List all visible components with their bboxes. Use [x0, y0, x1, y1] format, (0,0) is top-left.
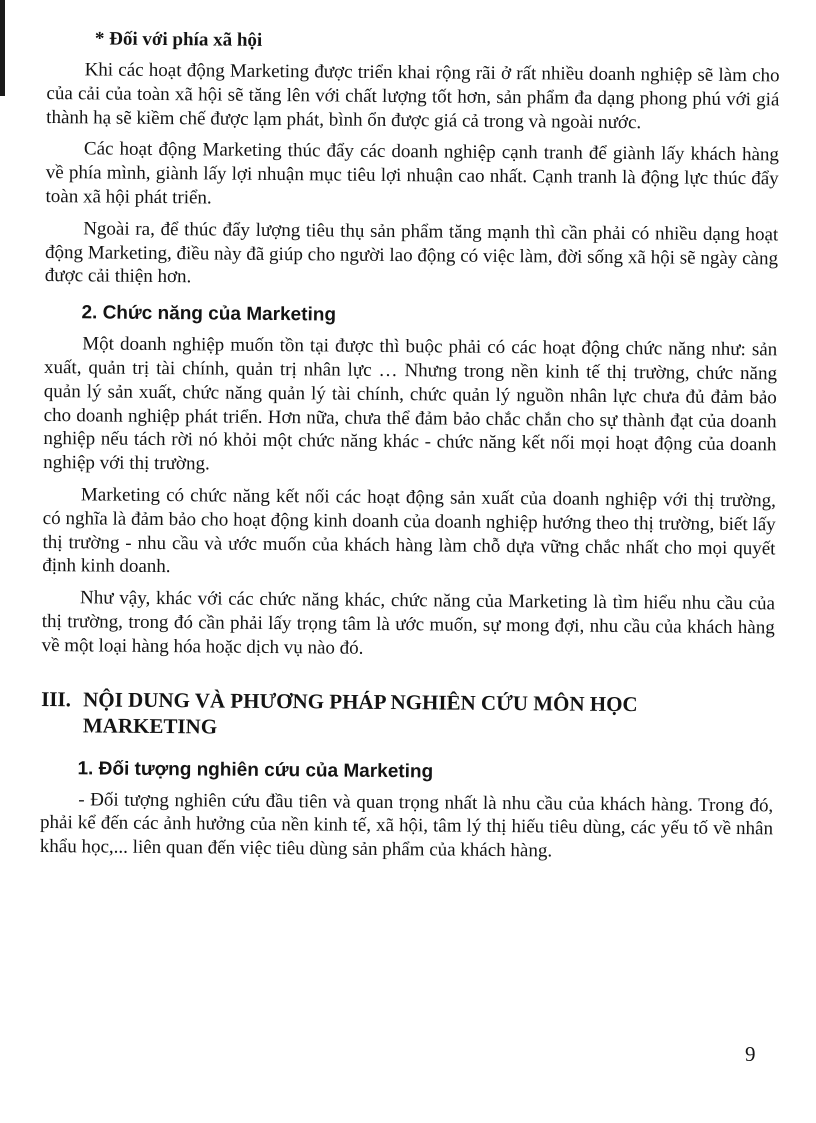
paragraph: Ngoài ra, để thúc đẩy lượng tiêu thụ sản phẩm tăng mạnh thì cần phải có nhiều dạng hoạt động Marketing, điều này đã giúp cho người lao động có việc làm, đời sống xã hội sẽ ngày càng được cải thiện hơn.	[44, 218, 779, 288]
paragraph: Một doanh nghiệp muốn tồn tại được thì buộc phải có các hoạt động chức năng như: sản xuất, quản trị tài chính, quản trị nhân lực … Nhưng trong nền kinh tế thị trường, chức năng quản lý sản xuất, chức năng quản lý tài chính, chức quản lý nguồn nhân lực chưa đủ đảm bảo cho doanh nghiệp phát triển. Hơn nữa, chưa thể đảm bảo chắc chắn cho sự thành đạt của doanh nghiệp nếu tách rời nó khỏi một chức năng khác - chức năng kết nối mọi hoạt động của doanh nghiệp với thị trường.	[43, 333, 778, 475]
chapter-section-heading	[41, 686, 774, 744]
scan-edge-mark	[0, 0, 5, 96]
section-title: NỘI DUNG VÀ PHƯƠNG PHÁP NGHIÊN CỨU MÔN HỌC MARKETING	[82, 686, 638, 739]
paragraph: Như vậy, khác với các chức năng khác, chức năng của Marketing là tìm hiểu nhu cầu của thị trường, trong đó cần phải lấy trọng tâm là ước muốn, sự mong đợi, nhu cầu của khách hàng về một loại hàng hóa hoặc dịch vụ nào đó.	[41, 587, 776, 659]
page-number: 9	[745, 1042, 756, 1066]
book-page	[40, 28, 780, 873]
paragraph: Marketing có chức năng kết nối các hoạt động sản xuất của doanh nghiệp với thị trường, có nghĩa là đảm bảo cho hoạt động kinh doanh của doanh nghiệp hướng theo thị trường, biết lấy thị trường - nhu cầu và ước muốn của khách hàng làm chỗ dựa vững chắc nhất cho mọi quyết định kinh doanh.	[42, 484, 776, 578]
paragraph: Các hoạt động Marketing thúc đẩy các doanh nghiệp cạnh tranh để giành lấy khách hàng về phía mình, giành lấy lợi nhuận mục tiêu lợi nhuận cao nhất. Cạnh tranh là động lực thúc đẩy toàn xã hội phát triển.	[45, 138, 780, 209]
section-number: III.	[41, 686, 72, 711]
heading-marketing-functions: 2. Chức năng của Marketing	[81, 302, 337, 326]
paragraph: - Đối tượng nghiên cứu đầu tiên và quan trọng nhất là nhu cầu của khách hàng. Trong đó, phải kể đến các ảnh hưởng của nền kinh tế, xã hội, tâm lý thị hiếu tiêu dùng, các yếu tố về nhân khẩu học,... liên quan đến việc tiêu dùng sản phẩm của khách hàng.	[39, 788, 774, 862]
paragraph: Khi các hoạt động Marketing được triển khai rộng rãi ở rất nhiều doanh nghiệp sẽ làm cho của cải của toàn xã hội sẽ tăng lên với chất lượng tốt hơn, sản phẩm đa dạng phong phú với giá thành hạ sẽ kiềm chế được lạm phát, bình ổn được giá cả trong và ngoài nước.	[46, 59, 780, 133]
heading-research-object: 1. Đối tượng nghiên cứu của Marketing	[77, 757, 434, 782]
subheading-social: * Đối với phía xã hội	[94, 28, 263, 51]
